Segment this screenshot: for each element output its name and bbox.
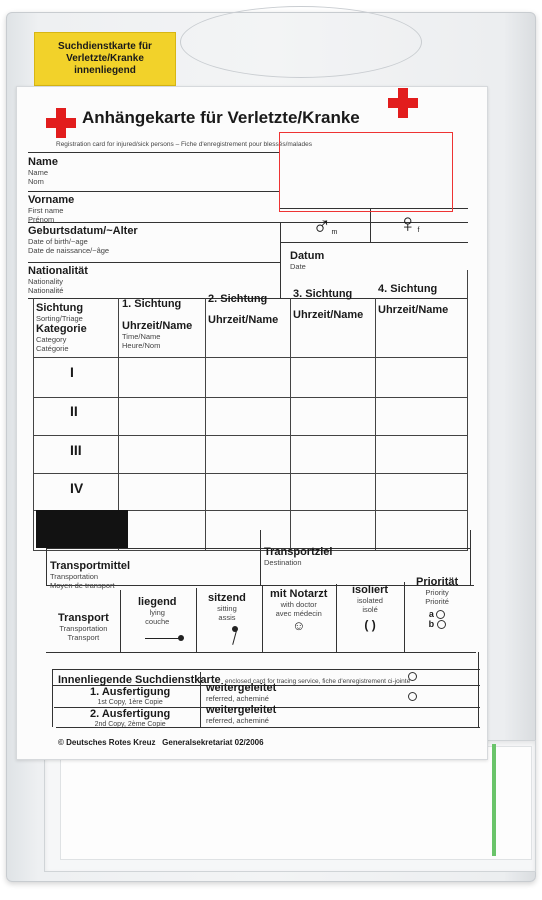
- footer-right: Generalsekretariat 02/2006: [162, 738, 264, 747]
- col-1-label: 1. Sichtung: [122, 298, 182, 310]
- kategorie-fr: Catégorie: [36, 344, 69, 353]
- geburt-en: Date of birth/~age: [28, 237, 88, 246]
- col-1-en: Time/Name: [122, 332, 161, 341]
- datum-label: Datum: [290, 250, 325, 262]
- field-transportmittel[interactable]: [50, 560, 130, 590]
- divider: [370, 208, 371, 242]
- sichtung-label: Sichtung: [36, 302, 84, 314]
- sitzend-en: sitting: [217, 604, 237, 613]
- green-card-edge: [492, 744, 496, 856]
- suchdienst-title-text: Innenliegende Suchdienstkarte: [58, 674, 221, 686]
- option-notarzt[interactable]: [270, 588, 327, 633]
- weitergeleitet-2-label: weitergeleitet: [206, 704, 277, 716]
- divider: [336, 584, 337, 652]
- nationalitaet-label: Nationalität: [28, 265, 88, 277]
- weitergeleitet-1-sub: referred, acheminé: [206, 694, 269, 703]
- divider: [280, 222, 281, 298]
- isoliert-label: isoliert: [352, 584, 389, 596]
- transport-label: Transport: [58, 612, 109, 624]
- female-checkbox[interactable]: [398, 210, 419, 237]
- option-isoliert[interactable]: [352, 584, 388, 632]
- isoliert-en: isolated: [357, 596, 383, 605]
- field-geburtsdatum[interactable]: [28, 225, 138, 255]
- field-transportziel[interactable]: [264, 546, 332, 567]
- grid-line: [33, 473, 468, 474]
- sitzend-label: sitzend: [208, 592, 246, 604]
- ausfertigung-1-label: 1. Ausfertigung: [90, 686, 171, 698]
- name-en: Name: [28, 168, 49, 177]
- geburt-fr: Date de naissance/~âge: [28, 246, 110, 255]
- priority-b-radio[interactable]: [437, 620, 446, 629]
- priority-b-label: b: [428, 619, 435, 630]
- doctor-icon: ☺: [292, 618, 306, 633]
- string-loop: [180, 6, 422, 78]
- tag-line-2: Verletzte/Kranke: [66, 53, 144, 64]
- red-cross-left-icon: [46, 108, 76, 138]
- field-vorname[interactable]: [28, 194, 74, 224]
- grid-line: [467, 270, 468, 550]
- divider: [262, 586, 263, 652]
- isoliert-fr: isolé: [362, 605, 378, 614]
- female-sub: f: [417, 227, 420, 234]
- ausfertigung-2-label: 2. Ausfertigung: [90, 708, 171, 720]
- lying-head-icon: [178, 635, 184, 641]
- lower-card: [60, 746, 532, 860]
- name-fr: Nom: [28, 177, 44, 186]
- option-liegend[interactable]: [138, 596, 177, 626]
- photo-box: [279, 132, 453, 212]
- nationalitaet-fr: Nationalité: [28, 286, 64, 295]
- ausfertigung-2: [90, 708, 170, 729]
- suchdienst-tag: [34, 32, 176, 86]
- kategorie-en: Category: [36, 335, 67, 344]
- field-nationalitaet[interactable]: [28, 265, 88, 295]
- transport-row-label: [58, 612, 109, 642]
- col-2-label: 2. Sichtung: [208, 293, 268, 305]
- priority-b-option[interactable]: [416, 619, 458, 629]
- male-icon: ♂: [312, 210, 332, 240]
- card-title: Anhängekarte für Verletzte/Kranke: [82, 108, 360, 127]
- priority-a-radio[interactable]: [436, 610, 445, 619]
- divider: [260, 530, 261, 586]
- col-4-label: 4. Sichtung: [378, 283, 438, 295]
- weitergeleitet-1-label: weitergeleitet: [206, 682, 277, 694]
- sichtung-en: Sorting/Triage: [36, 314, 83, 323]
- sichtung-col-4: [378, 283, 448, 316]
- col-3-time: Uhrzeit/Name: [293, 309, 364, 321]
- weitergeleitet-2[interactable]: [206, 704, 276, 725]
- weitergeleitet-2-sub: referred, acheminé: [206, 716, 269, 725]
- priority-a-label: a: [428, 609, 434, 619]
- category-iv[interactable]: IV: [70, 480, 84, 496]
- ausfertigung-1-sub: 1st Copy, 1ère Copie: [97, 699, 163, 706]
- liegend-fr: couche: [145, 617, 170, 626]
- footer-left: © Deutsches Rotes Kreuz: [58, 738, 156, 747]
- sichtung-col-2: [208, 293, 278, 326]
- transport-en: Transportation: [59, 624, 108, 633]
- datum-en: Date: [290, 262, 306, 271]
- category-iii[interactable]: III: [70, 442, 82, 458]
- vorname-label: Vorname: [28, 194, 75, 206]
- tag-line-3: innenliegend: [74, 65, 136, 76]
- transportziel-label: Transportziel: [264, 546, 333, 558]
- prioritaet-en: Priority: [425, 588, 449, 597]
- category-ii[interactable]: II: [70, 403, 78, 419]
- sichtung-header: [36, 302, 87, 353]
- notarzt-fr: avec médecin: [275, 609, 322, 618]
- weitergeleitet-1-radio[interactable]: [408, 672, 417, 681]
- priority-a-option[interactable]: [416, 609, 458, 619]
- ausfertigung-1: [90, 686, 170, 707]
- col-2-time: Uhrzeit/Name: [208, 314, 279, 326]
- sichtung-col-3: [293, 288, 363, 321]
- divider: [478, 652, 479, 728]
- transportmittel-fr: Moyen de transport: [50, 581, 115, 590]
- isolated-icon: ( ): [364, 618, 376, 632]
- transport-fr: Transport: [67, 633, 100, 642]
- col-4-time: Uhrzeit/Name: [378, 304, 449, 316]
- suchdienst-title-sub: enclosed card for tracing service, fiche d'enregistrement ci-jointe: [225, 678, 411, 685]
- field-datum[interactable]: [290, 250, 324, 271]
- grid-line: [33, 397, 468, 398]
- transportziel-en: Destination: [264, 558, 302, 567]
- option-sitzend[interactable]: [208, 592, 246, 622]
- notarzt-label: mit Notarzt: [270, 588, 328, 600]
- option-prioritaet[interactable]: [416, 576, 458, 629]
- female-icon: ♀: [398, 208, 418, 238]
- sitzend-fr: assis: [218, 613, 236, 622]
- divider: [28, 191, 280, 192]
- divider: [28, 152, 280, 153]
- notarzt-en: with doctor: [280, 600, 317, 609]
- card-subtitle: Registration card for injured/sick persons – Fiche d'enregistrement pour blessés/malades: [56, 141, 312, 148]
- ausfertigung-2-sub: 2nd Copy, 2ème Copie: [94, 721, 166, 728]
- col-1-time: Uhrzeit/Name: [122, 320, 193, 332]
- divider: [120, 590, 121, 652]
- divider: [280, 242, 468, 243]
- transportmittel-en: Transportation: [50, 572, 99, 581]
- prioritaet-label: Priorität: [416, 576, 459, 588]
- red-cross-right-icon: [388, 88, 418, 118]
- grid-line: [33, 357, 468, 358]
- male-sub: m: [331, 229, 338, 236]
- grid-line: [205, 298, 206, 550]
- col-3-label: 3. Sichtung: [293, 288, 353, 300]
- divider: [28, 262, 280, 263]
- grid-line: [33, 435, 468, 436]
- divider: [404, 582, 405, 652]
- nationalitaet-en: Nationality: [28, 277, 64, 286]
- category-black-box[interactable]: [36, 510, 128, 548]
- grid-line: [33, 550, 468, 551]
- liegend-en: lying: [149, 608, 165, 617]
- weitergeleitet-2-radio[interactable]: [408, 692, 417, 701]
- grid-line: [375, 298, 376, 550]
- male-checkbox[interactable]: [312, 212, 337, 239]
- divider: [52, 669, 53, 727]
- field-name[interactable]: [28, 156, 58, 186]
- tag-line-1: Suchdienstkarte für: [58, 41, 152, 52]
- divider: [470, 530, 471, 586]
- kategorie-label: Kategorie: [36, 323, 87, 335]
- weitergeleitet-1[interactable]: [206, 682, 276, 703]
- divider: [46, 652, 476, 653]
- geburt-label: Geburtsdatum/~Alter: [28, 225, 138, 237]
- grid-line: [33, 298, 34, 550]
- card-footer: [58, 738, 264, 747]
- divider: [46, 548, 470, 549]
- sichtung-col-1: [122, 298, 192, 350]
- vorname-en: First name: [28, 206, 64, 215]
- liegend-label: liegend: [138, 596, 177, 608]
- transportmittel-label: Transportmittel: [50, 560, 131, 572]
- divider: [46, 548, 47, 586]
- name-label: Name: [28, 156, 58, 168]
- col-1-fr: Heure/Nom: [122, 341, 161, 350]
- category-i[interactable]: I: [70, 364, 74, 380]
- prioritaet-fr: Priorité: [425, 597, 449, 606]
- divider: [196, 588, 197, 652]
- vorname-fr: Prénom: [28, 215, 55, 224]
- grid-line: [290, 298, 291, 550]
